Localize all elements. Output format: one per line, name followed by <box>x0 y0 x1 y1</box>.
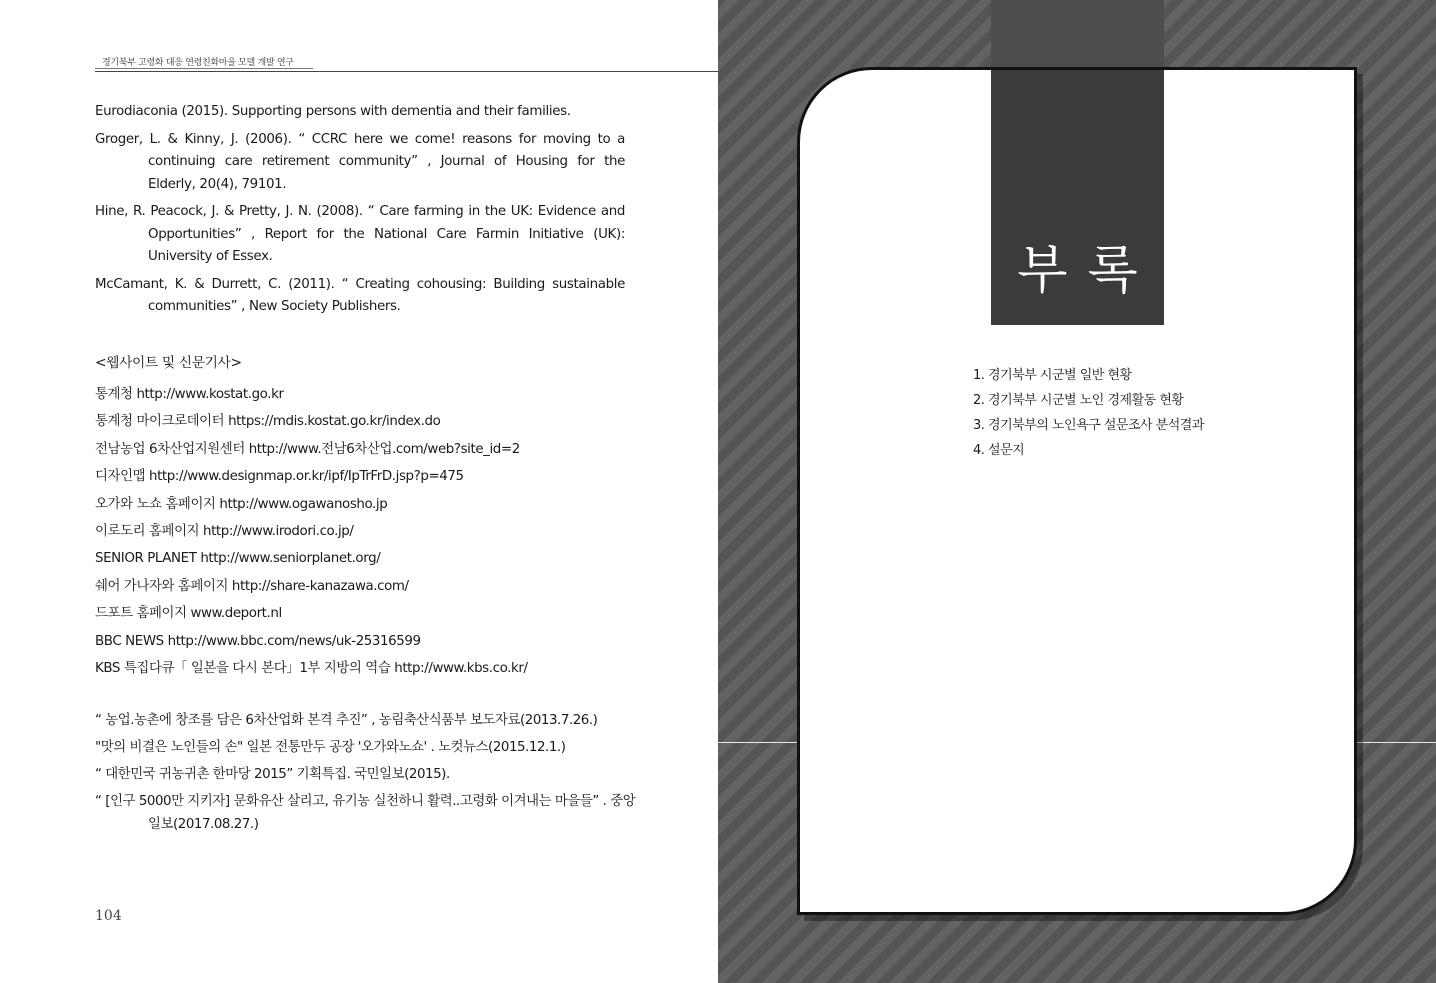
reference-item: Eurodiaconia (2015). Supporting persons with dementia and their families. <box>95 104 571 119</box>
website-item: 이로도리 홈페이지 http://www.irodori.co.jp/ <box>95 523 354 539</box>
website-item: 디자인맵 http://www.designmap.or.kr/ipf/IpTrFrD.jsp?p=475 <box>95 469 464 485</box>
news-item: “ 농업.농촌에 창조를 담은 6차산업화 본격 추진” , 농림축산식품부 보도자료(2013.7.26.) <box>95 713 598 728</box>
page-number: 104 <box>95 908 122 924</box>
appendix-toc <box>973 365 1204 465</box>
toc-item: 1. 경기북부 시군별 일반 현황 <box>973 368 1132 383</box>
website-item: 오가와 노쇼 홈페이지 http://www.ogawanosho.jp <box>95 496 388 512</box>
reference-item: Groger, L. & Kinny, J. (2006). “ CCRC here we come! reasons for moving to a continuing care retirement community” , Journal of Housing for the Elderly, 20(4), 79101. <box>95 131 625 192</box>
news-item: “ [인구 5000만 지키자] 문화유산 살리고, 유기농 실천하니 활력..고령화 이겨내는 마을들” . 중앙일보(2017.08.27.) <box>95 794 636 832</box>
toc-item: 3. 경기북부의 노인욕구 설문조사 분석결과 <box>973 418 1204 433</box>
website-item: 전남농업 6차산업지원센터 http://www.전남6차산업.com/web?site_id=2 <box>95 441 520 457</box>
website-item: 통계청 http://www.kostat.go.kr <box>95 387 284 402</box>
right-page <box>718 0 1436 983</box>
website-item: KBS 특집다큐「 일본을 다시 본다」1부 지방의 역습 http://www.kbs.co.kr/ <box>95 660 528 676</box>
header-underline <box>95 68 313 69</box>
appendix-title: 부록 <box>1017 241 1158 301</box>
news-item: "맛의 비결은 노인들의 손" 일본 전통만두 공장 '오가와노쇼' . 노컷뉴스(2015.12.1.) <box>95 740 566 755</box>
section-heading: <웹사이트 및 신문기사> <box>95 355 242 371</box>
website-item: 드포트 홈페이지 www.deport.nl <box>95 606 282 622</box>
header-rule <box>95 71 718 72</box>
website-list <box>95 384 528 685</box>
reference-list <box>95 101 625 324</box>
running-header: 경기북부 고령화 대응 연령친화마을 모델 개발 연구 <box>102 58 294 68</box>
news-item: “ 대한민국 귀농귀촌 한마당 2015” 기획특집. 국민일보(2015). <box>95 767 450 782</box>
website-item: SENIOR PLANET http://www.seniorplanet.org/ <box>95 551 381 567</box>
toc-item: 4. 설문지 <box>973 443 1025 458</box>
reference-item: Hine, R. Peacock, J. & Pretty, J. N. (2008). “ Care farming in the UK: Evidence and Opportunities” , Report for the National Care Farmin Initiative (UK): University of Essex. <box>95 204 625 264</box>
reference-item: McCamant, K. & Durrett, C. (2011). “ Creating cohousing: Building sustainable communities” , New Society Publishers. <box>95 276 625 314</box>
news-list <box>95 710 640 841</box>
website-item: BBC NEWS http://www.bbc.com/news/uk-25316599 <box>95 633 421 649</box>
appendix-ribbon <box>991 70 1164 325</box>
website-item: 통계청 마이크로데이터 https://mdis.kostat.go.kr/index.do <box>95 414 441 430</box>
website-item: 쉐어 가나자와 홈페이지 http://share-kanazawa.com/ <box>95 578 409 594</box>
toc-item: 2. 경기북부 시군별 노인 경제활동 현황 <box>973 393 1184 408</box>
